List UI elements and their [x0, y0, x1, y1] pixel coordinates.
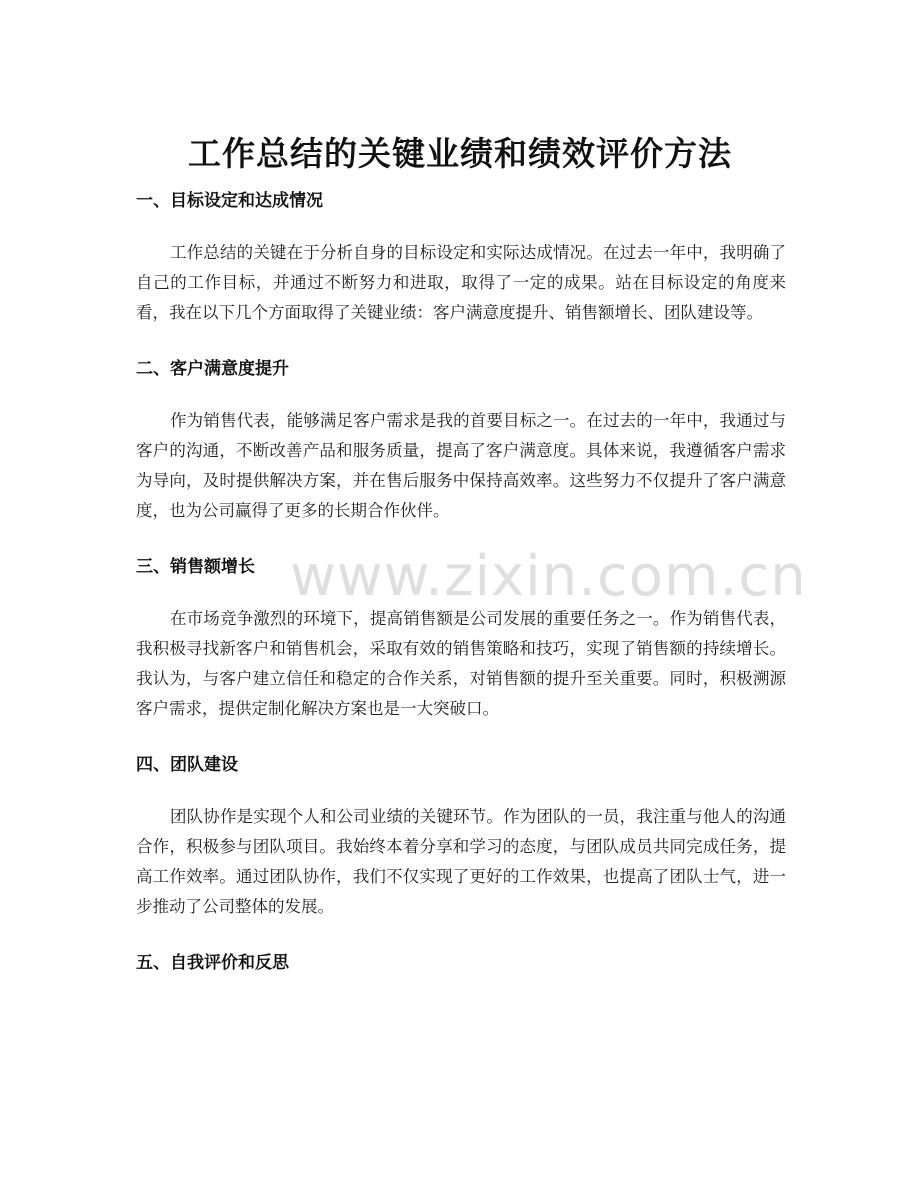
document-title: 工作总结的关键业绩和绩效评价方法: [188, 134, 732, 174]
section-paragraph: 团队协作是实现个人和公司业绩的关键环节。作为团队的一员，我注重与他人的沟通合作，积极参与团队项目。我始终本着分享和学习的态度，与团队成员共同完成任务，提高工作效率。通过团队协作，我们不仅实现了更好的工作效果，也提高了团队士气，进一步推动了公司整体的发展。: [136, 807, 786, 916]
section-paragraph: 在市场竞争激烈的环境下，提高销售额是公司发展的重要任务之一。作为销售代表，我积极寻找新客户和销售机会，采取有效的销售策略和技巧，实现了销售额的持续增长。我认为，与客户建立信任和稳定的合作关系，对销售额的提升至关重要。同时，积极溯源客户需求，提供定制化解决方案也是一大突破口。: [136, 609, 786, 718]
section-heading: 五、自我评价和反思: [136, 953, 289, 973]
section-heading: 四、团队建设: [136, 755, 238, 775]
section-customer-satisfaction: [136, 354, 786, 526]
section-heading: 二、客户满意度提升: [136, 359, 289, 379]
document-body: [136, 186, 786, 978]
section-heading: 三、销售额增长: [136, 557, 255, 577]
section-self-evaluation: [136, 948, 786, 978]
section-sales-growth: [136, 552, 786, 724]
section-goal-setting: [136, 186, 786, 328]
section-team-building: [136, 750, 786, 922]
section-heading: 一、目标设定和达成情况: [136, 191, 323, 211]
section-paragraph: 工作总结的关键在于分析自身的目标设定和实际达成情况。在过去一年中，我明确了自己的工作目标，并通过不断努力和进取，取得了一定的成果。站在目标设定的角度来看，我在以下几个方面取得了关键业绩：客户满意度提升、销售额增长、团队建设等。: [136, 243, 786, 322]
watermark: www.zixin.com.cn: [290, 544, 807, 609]
section-paragraph: 作为销售代表，能够满足客户需求是我的首要目标之一。在过去的一年中，我通过与客户的沟通，不断改善产品和服务质量，提高了客户满意度。具体来说，我遵循客户需求为导向，及时提供解决方案，并在售后服务中保持高效率。这些努力不仅提升了客户满意度，也为公司赢得了更多的长期合作伙伴。: [136, 411, 786, 520]
